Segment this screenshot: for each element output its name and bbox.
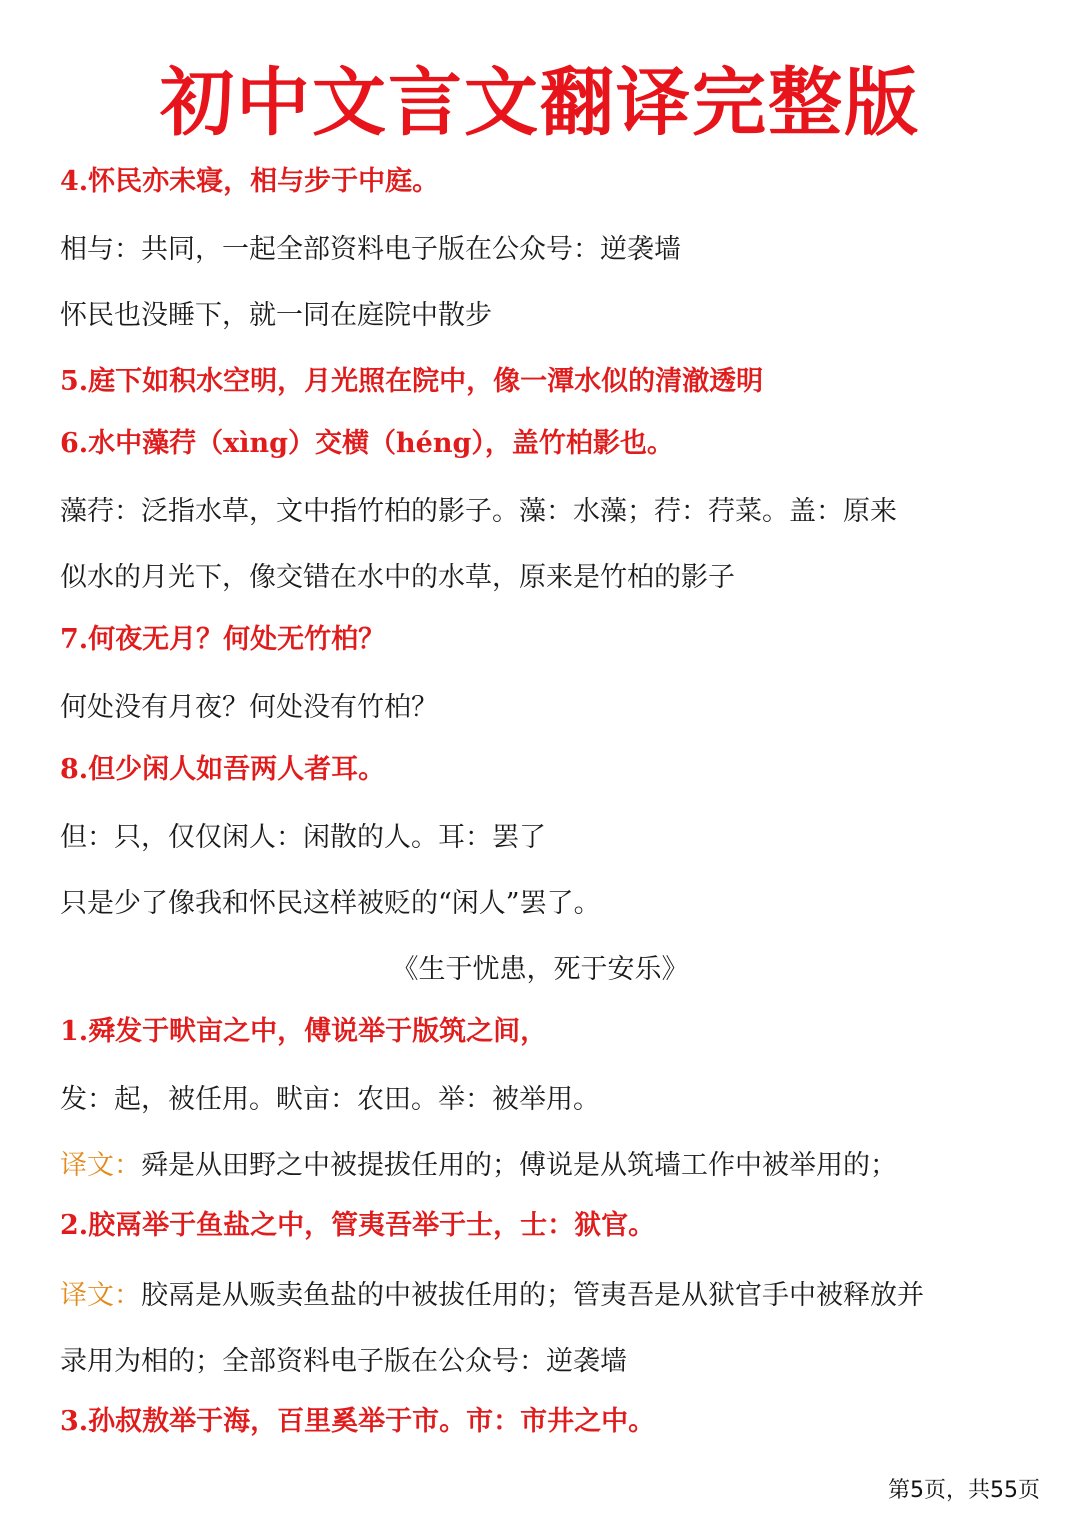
question-line-5: 5.庭下如积水空明，月光照在院中，像一潭水似的清澈透明 xyxy=(60,366,764,397)
translation-line: 似水的月光下，像交错在水中的水草，原来是竹柏的影子 xyxy=(60,562,735,593)
question-line-1: 1.舜发于畎亩之中，傅说举于版筑之间， xyxy=(60,1016,548,1047)
page-title: 初中文言文翻译完整版 xyxy=(160,60,920,146)
translation-label: 译文： xyxy=(60,1150,141,1181)
annotation-line: 发：起，被任用。畎亩：农田。举：被举用。 xyxy=(60,1084,600,1115)
question-line-7: 7.何夜无月？何处无竹柏？ xyxy=(60,624,386,655)
translation-line xyxy=(60,1276,1030,1316)
translation-text: 胶鬲是从贩卖鱼盐的中被拔任用的；管夷吾是从狱官手中被释放并 xyxy=(141,1280,924,1311)
section-title: 《生于忧患，死于安乐》 xyxy=(391,954,689,985)
question-line-3: 3.孙叔敖举于海，百里奚举于市。市：市井之中。 xyxy=(60,1406,656,1437)
translation-label: 译文： xyxy=(60,1280,141,1311)
question-line-6: 6.水中藻荇（xìng）交横（héng），盖竹柏影也。 xyxy=(60,428,674,459)
annotation-line: 相与：共同，一起全部资料电子版在公众号：逆袭墙 xyxy=(60,234,681,265)
translation-line: 怀民也没睡下，就一同在庭院中散步 xyxy=(60,300,492,331)
translation-line-continued: 录用为相的；全部资料电子版在公众号：逆袭墙 xyxy=(60,1346,627,1377)
translation-line: 只是少了像我和怀民这样被贬的“闲人”罢了。 xyxy=(60,888,601,919)
translation-line xyxy=(60,1146,1030,1186)
page-number: 第5页，共55页 xyxy=(888,1478,1040,1503)
question-line-4: 4.怀民亦未寝，相与步于中庭。 xyxy=(60,166,440,197)
translation-line: 何处没有月夜？何处没有竹柏？ xyxy=(60,692,438,723)
annotation-line: 藻荇：泛指水草，文中指竹柏的影子。藻：水藻；荇：荇菜。盖：原来 xyxy=(60,496,897,527)
question-line-2: 2.胶鬲举于鱼盐之中，管夷吾举于士，士：狱官。 xyxy=(60,1210,656,1241)
annotation-line: 但：只，仅仅闲人：闲散的人。耳：罢了 xyxy=(60,822,546,853)
translation-text: 舜是从田野之中被提拔任用的；傅说是从筑墙工作中被举用的； xyxy=(141,1150,897,1181)
question-line-8: 8.但少闲人如吾两人者耳。 xyxy=(60,754,386,785)
